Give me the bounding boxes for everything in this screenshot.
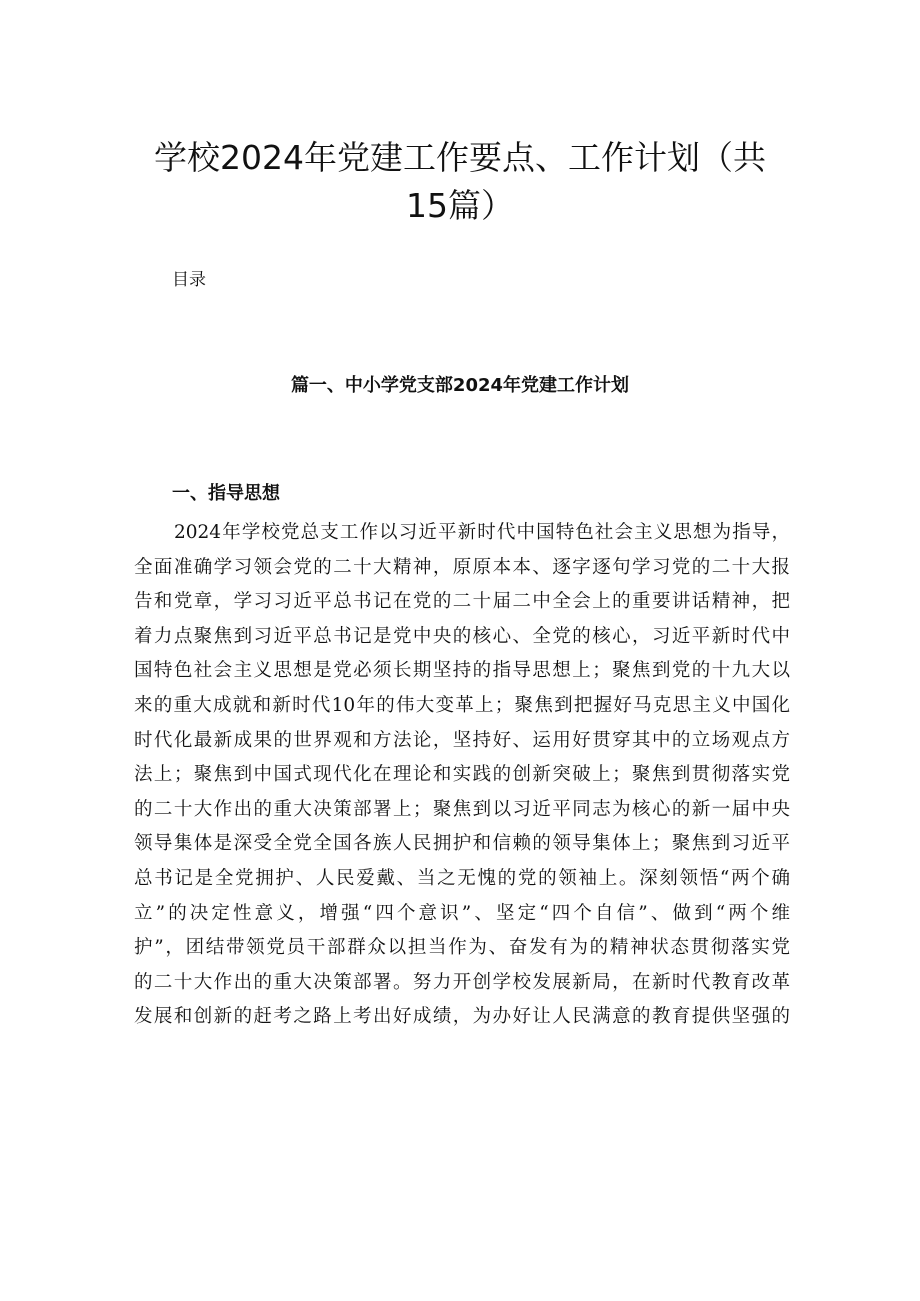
document-title-line-2: 15篇）	[406, 186, 514, 225]
paragraph-line: 的二十大作出的重大决策部署。努力开创学校发展新局，在新时代教育改革	[134, 971, 790, 993]
paragraph-line: 时代化最新成果的世界观和方法论，坚持好、运用好贯穿其中的立场观点方	[134, 729, 790, 751]
body-paragraph	[134, 516, 790, 1035]
document-title	[130, 134, 790, 230]
paragraph-line: 来的重大成就和新时代10年的伟大变革上；聚焦到把握好马克思主义中国化	[134, 694, 790, 716]
paragraph-line: 发展和创新的赶考之路上考出好成绩，为办好让人民满意的教育提供坚强的	[134, 1006, 790, 1028]
paragraph-line: 着力点聚焦到习近平总书记是党中央的核心、全党的核心，习近平新时代中	[134, 625, 790, 647]
paragraph-line: 的二十大作出的重大决策部署上；聚焦到以习近平同志为核心的新一届中央	[134, 798, 790, 820]
paragraph-line: 领导集体是深受全党全国各族人民拥护和信赖的领导集体上；聚焦到习近平	[134, 833, 790, 855]
table-of-contents-label: 目录	[172, 270, 206, 290]
section-heading: 一、指导思想	[172, 483, 280, 504]
paragraph-line: 国特色社会主义思想是党必须长期坚持的指导思想上；聚焦到党的十九大以	[134, 660, 790, 682]
paragraph-line: 全面准确学习领会党的二十大精神，原原本本、逐字逐句学习党的二十大报	[134, 556, 790, 578]
document-title-line-1: 学校2024年党建工作要点、工作计划（共	[154, 138, 766, 177]
paragraph-line: 法上；聚焦到中国式现代化在理论和实践的创新突破上；聚焦到贯彻落实党	[134, 764, 790, 786]
chapter-title: 篇一、中小学党支部2024年党建工作计划	[290, 375, 630, 396]
paragraph-line: 护”，团结带领党员干部群众以担当作为、奋发有为的精神状态贯彻落实党	[134, 937, 790, 959]
paragraph-line: 总书记是全党拥护、人民爱戴、当之无愧的党的领袖上。深刻领悟“两个确	[134, 867, 790, 889]
paragraph-line: 告和党章，学习习近平总书记在党的二十届二中全会上的重要讲话精神，把	[134, 591, 790, 613]
paragraph-line: 立”的决定性意义，增强“四个意识”、坚定“四个自信”、做到“两个维	[134, 902, 790, 924]
paragraph-line: 2024年学校党总支工作以习近平新时代中国特色社会主义思想为指导，	[174, 522, 790, 543]
